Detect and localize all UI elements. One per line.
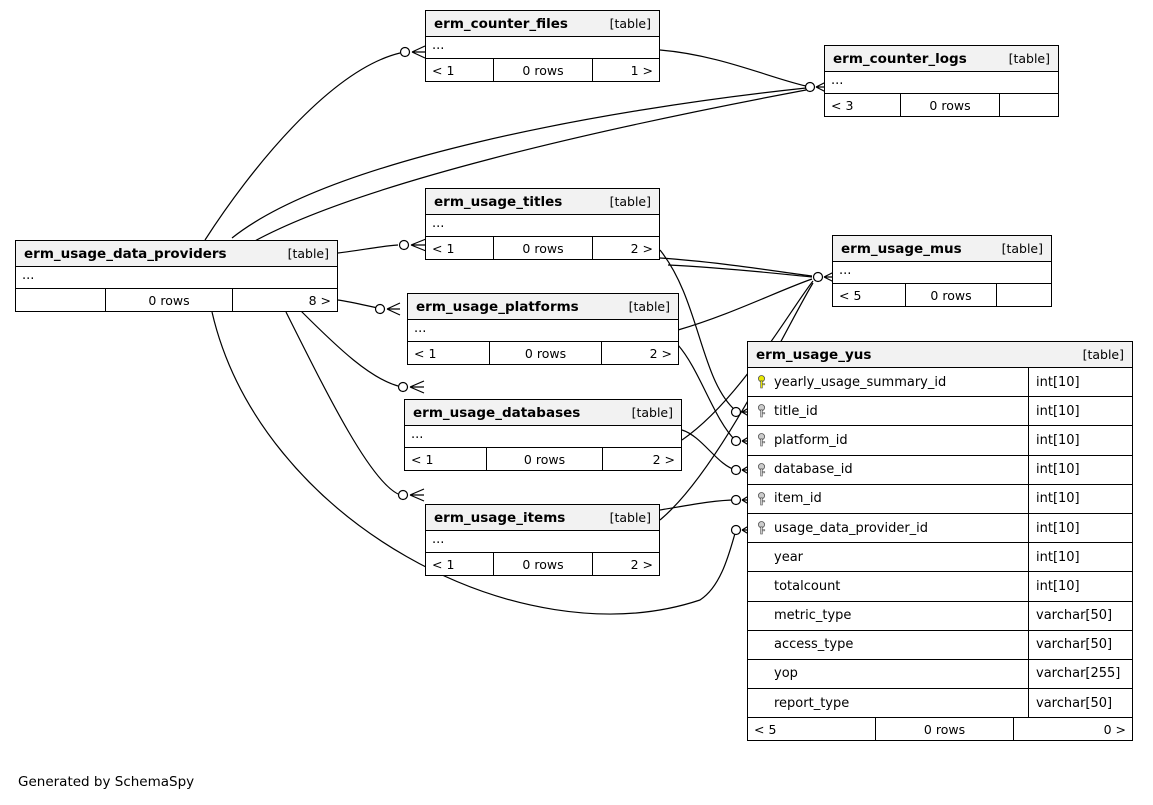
footer-row-count: 0 rows xyxy=(906,284,997,306)
column-name-cell xyxy=(748,631,1029,659)
column-type: varchar[50] xyxy=(1036,608,1113,624)
table-footer xyxy=(426,237,659,259)
foreign-key-icon xyxy=(756,521,767,535)
table-name: erm_usage_platforms xyxy=(416,298,579,315)
edge-dp-titles xyxy=(338,245,398,253)
table-columns-ellipsis: ... xyxy=(426,215,659,237)
table-tag: [table] xyxy=(1001,241,1043,256)
table-header xyxy=(748,342,1132,368)
table-header xyxy=(408,294,678,320)
column-type: int[10] xyxy=(1036,491,1080,507)
table-columns-ellipsis: ... xyxy=(408,320,678,342)
footer-child-count: 1 > xyxy=(630,62,653,78)
table-erm_usage_mus[interactable] xyxy=(832,235,1052,307)
edge-titles-mus-2 xyxy=(668,265,812,277)
edge-counterfiles-counterlogs xyxy=(660,50,806,86)
column-name-cell xyxy=(748,456,1029,484)
table-columns-ellipsis: ... xyxy=(833,262,1051,284)
table-columns-ellipsis: ... xyxy=(405,426,681,448)
column-row xyxy=(748,426,1132,455)
footer-parent-count: < 5 xyxy=(833,284,906,306)
table-header xyxy=(426,505,659,531)
table-tag: [table] xyxy=(1082,347,1124,362)
table-header xyxy=(833,236,1051,262)
table-footer xyxy=(405,448,681,470)
footer-row-count: 0 rows xyxy=(487,448,603,470)
column-name: item_id xyxy=(774,491,822,507)
column-type: int[10] xyxy=(1036,462,1080,478)
edge-platforms-yus xyxy=(678,345,736,441)
column-name-cell xyxy=(748,397,1029,425)
column-type: int[10] xyxy=(1036,578,1080,594)
footer-child-count: 2 > xyxy=(649,345,672,361)
table-footer xyxy=(16,289,337,311)
table-header xyxy=(426,11,659,37)
column-name-cell xyxy=(748,572,1029,600)
column-name-cell xyxy=(748,543,1029,571)
table-erm_counter_files[interactable] xyxy=(425,10,660,82)
table-footer xyxy=(426,59,659,81)
footer-child-count: 2 > xyxy=(630,240,653,256)
column-row xyxy=(748,660,1132,689)
column-row xyxy=(748,543,1132,572)
foreign-key-icon xyxy=(756,463,767,477)
table-erm_usage_yus[interactable] xyxy=(747,341,1133,741)
edge-platforms-mus xyxy=(678,279,812,330)
column-name-cell xyxy=(748,368,1029,396)
table-name: erm_usage_mus xyxy=(841,240,962,257)
column-row xyxy=(748,602,1132,631)
foreign-key-icon xyxy=(756,433,767,447)
column-type: int[10] xyxy=(1036,520,1080,536)
footer-child-count: 8 > xyxy=(308,292,331,308)
table-footer xyxy=(748,718,1132,740)
column-row xyxy=(748,572,1132,601)
footer-parent-count xyxy=(16,289,106,311)
table-footer xyxy=(426,553,659,575)
table-header xyxy=(16,241,337,267)
column-row xyxy=(748,689,1132,718)
footer-row-count: 0 rows xyxy=(490,342,602,364)
table-tag: [table] xyxy=(1008,51,1050,66)
column-name: platform_id xyxy=(774,432,848,448)
column-name-cell xyxy=(748,660,1029,688)
footer-parent-count: < 1 xyxy=(426,553,494,575)
footer-row-count: 0 rows xyxy=(494,59,593,81)
column-name: yearly_usage_summary_id xyxy=(774,374,947,390)
column-type: int[10] xyxy=(1036,374,1080,390)
table-columns-ellipsis: ... xyxy=(426,37,659,59)
footer-parent-count: < 1 xyxy=(426,237,494,259)
column-type: varchar[50] xyxy=(1036,637,1113,653)
footer-row-count: 0 rows xyxy=(494,237,593,259)
edge-dp-counterfiles xyxy=(205,53,400,240)
table-name: erm_usage_titles xyxy=(434,193,563,210)
column-name-cell xyxy=(748,514,1029,542)
footer-parent-count: < 1 xyxy=(408,342,490,364)
footer-parent-count: < 5 xyxy=(748,718,876,740)
column-name: database_id xyxy=(774,462,853,478)
footer-child-count: 2 > xyxy=(652,451,675,467)
column-name-cell xyxy=(748,426,1029,454)
edge-titles-mus xyxy=(660,258,812,276)
edge-dp-platforms xyxy=(338,300,378,308)
column-row xyxy=(748,631,1132,660)
column-row xyxy=(748,368,1132,397)
column-row xyxy=(748,514,1132,543)
table-tag: [table] xyxy=(631,405,673,420)
table-erm_usage_items[interactable] xyxy=(425,504,660,576)
table-header xyxy=(825,46,1058,72)
table-tag: [table] xyxy=(609,510,651,525)
column-name: year xyxy=(774,549,804,565)
column-name: metric_type xyxy=(774,608,852,624)
footer-child-count xyxy=(997,284,1051,306)
table-erm_usage_platforms[interactable] xyxy=(407,293,679,365)
footer-parent-count: < 1 xyxy=(426,59,494,81)
footer-row-count: 0 rows xyxy=(494,553,593,575)
footer-child-count: 0 > xyxy=(1103,721,1126,737)
column-name: title_id xyxy=(774,403,818,419)
table-footer xyxy=(408,342,678,364)
table-erm_counter_logs[interactable] xyxy=(824,45,1059,117)
column-row xyxy=(748,397,1132,426)
edge-dp-databases xyxy=(300,310,398,386)
column-type: int[10] xyxy=(1036,549,1080,565)
generated-by-credit: Generated by SchemaSpy xyxy=(18,774,195,790)
table-name: erm_counter_logs xyxy=(833,50,967,67)
table-columns-ellipsis: ... xyxy=(825,72,1058,94)
column-type: int[10] xyxy=(1036,403,1080,419)
column-name: access_type xyxy=(774,637,854,653)
column-name: yop xyxy=(774,666,798,682)
edge-dp-items xyxy=(286,312,398,494)
table-tag: [table] xyxy=(609,16,651,31)
column-name-cell xyxy=(748,485,1029,513)
primary-key-icon xyxy=(756,375,767,389)
table-name: erm_usage_items xyxy=(434,509,566,526)
column-row xyxy=(748,485,1132,514)
footer-parent-count: < 1 xyxy=(405,448,487,470)
column-name: totalcount xyxy=(774,578,841,594)
footer-row-count: 0 rows xyxy=(106,289,233,311)
column-row xyxy=(748,456,1132,485)
footer-child-count xyxy=(1000,94,1058,116)
table-erm_usage_data_providers[interactable] xyxy=(15,240,338,312)
table-name: erm_usage_yus xyxy=(756,346,872,363)
table-footer xyxy=(825,94,1058,116)
table-footer xyxy=(833,284,1051,306)
footer-row-count: 0 rows xyxy=(876,718,1014,740)
column-type: int[10] xyxy=(1036,432,1080,448)
table-tag: [table] xyxy=(609,194,651,209)
table-name: erm_usage_databases xyxy=(413,404,581,421)
table-columns-ellipsis: ... xyxy=(16,267,337,289)
column-list xyxy=(748,368,1132,718)
table-erm_usage_databases[interactable] xyxy=(404,399,682,471)
table-erm_usage_titles[interactable] xyxy=(425,188,660,260)
column-name-cell xyxy=(748,689,1029,717)
table-tag: [table] xyxy=(287,246,329,261)
footer-child-count: 2 > xyxy=(630,556,653,572)
footer-parent-count: < 3 xyxy=(825,94,901,116)
edge-databases-yus xyxy=(682,430,736,470)
foreign-key-icon xyxy=(756,404,767,418)
column-type: varchar[255] xyxy=(1036,666,1121,682)
table-header xyxy=(405,400,681,426)
table-name: erm_usage_data_providers xyxy=(24,245,227,262)
table-tag: [table] xyxy=(628,299,670,314)
column-name-cell xyxy=(748,602,1029,630)
footer-row-count: 0 rows xyxy=(901,94,1000,116)
table-header xyxy=(426,189,659,215)
table-columns-ellipsis: ... xyxy=(426,531,659,553)
column-name: usage_data_provider_id xyxy=(774,520,929,536)
edge-items-yus xyxy=(660,500,736,510)
column-name: report_type xyxy=(774,695,850,711)
table-name: erm_counter_files xyxy=(434,15,568,32)
column-type: varchar[50] xyxy=(1036,695,1113,711)
foreign-key-icon xyxy=(756,492,767,506)
